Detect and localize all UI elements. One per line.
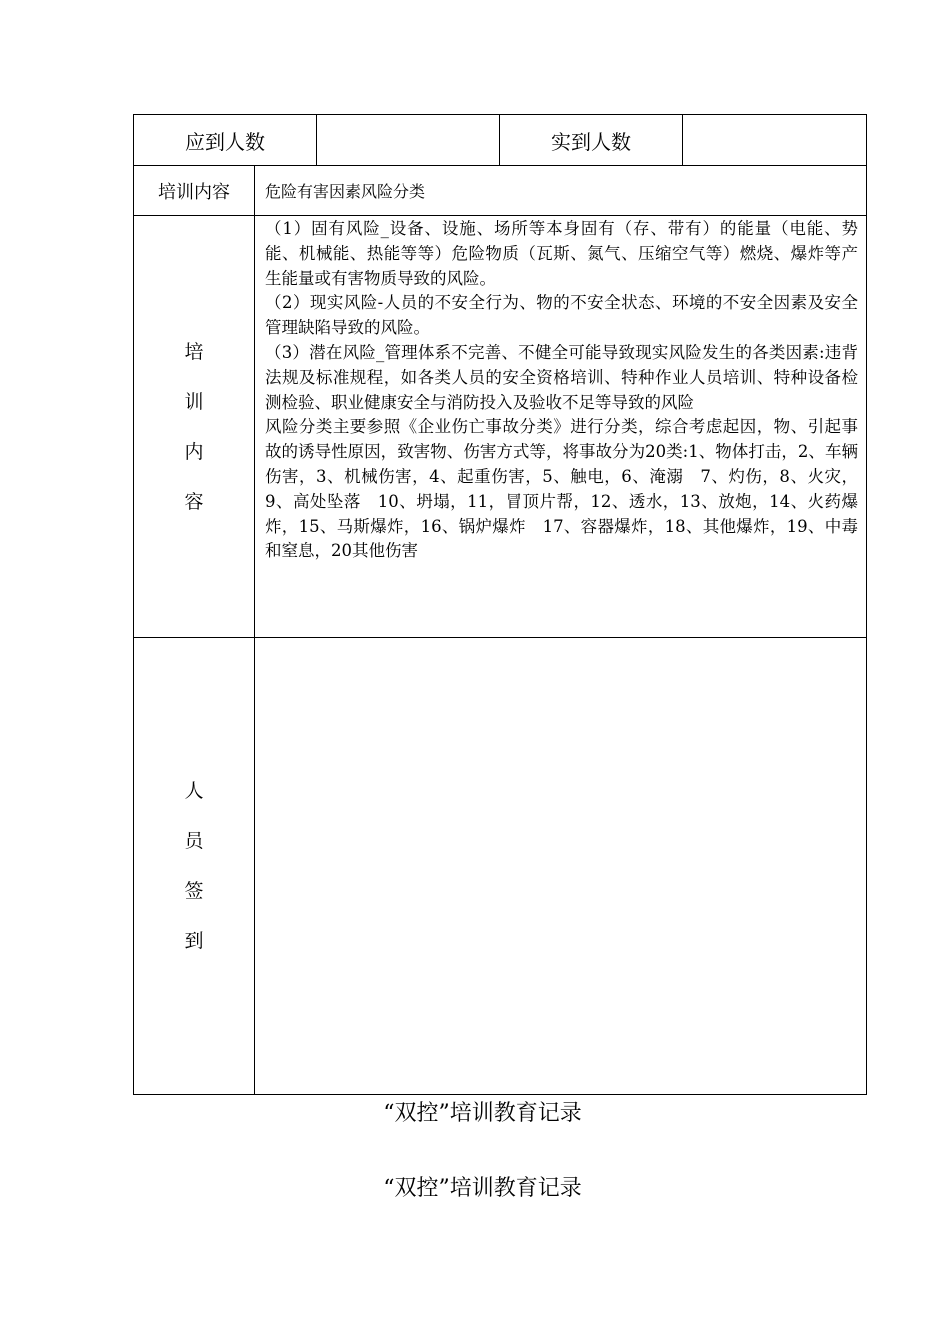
topic-row — [134, 166, 867, 216]
content-paragraph-actual-risk: （2）现实风险-人员的不安全行为、物的不安全状态、环境的不安全因素及安全管理缺陷导致的风险。 — [265, 293, 858, 338]
signin-area[interactable] — [255, 638, 867, 1095]
signin-row — [134, 638, 867, 1095]
actual-count-value[interactable] — [683, 115, 867, 166]
vertical-label-char: 人 — [184, 780, 204, 802]
content-vertical-label — [134, 216, 255, 638]
actual-count-label: 实到人数 — [500, 115, 683, 166]
content-paragraph-inherent-risk: （1）固有风险_设备、设施、场所等本身固有（存、带有）的能量（电能、势能、机械能、热能等等）危险物质（瓦斯、氮气、压缩空气等）燃烧、爆炸等产生能量或有害物质导致的风险。 — [265, 219, 858, 288]
expected-count-value[interactable] — [317, 115, 500, 166]
content-paragraph-potential-risk: （3）潜在风险_管理体系不完善、不健全可能导致现实风险发生的各类因素:违背法规及标准规程，如各类人员的安全资格培训、特种作业人员培训、特种设备检测检验、职业健康安全与消防投入及验收不足等导致的风险 — [265, 342, 858, 412]
content-paragraph-classification: 风险分类主要参照《企业伤亡事故分类》进行分类，综合考虑起因，物、引起事故的诱导性原因，致害物、伤害方式等，将事故分为20类:1、物体打击，2、车辆伤害，3、机械伤害，4、起重伤害，5、触电，6、淹溺 7、灼伤，8、火灾，9、高处坠落 10、坍塌，11，冒顶片帮，12、透水，13、放炮，14、火药爆炸，15、马斯爆炸，16、锅炉爆炸 17、容器爆炸，18、其他爆炸，19、中毒和窒息，20其他伤害 — [265, 417, 858, 561]
record-title: “双控”培训教育记录 — [383, 1101, 582, 1126]
vertical-label-char: 签 — [184, 880, 204, 902]
training-content-body — [255, 216, 867, 638]
vertical-label-char: 员 — [184, 830, 204, 852]
vertical-label-char: 内 — [184, 440, 204, 463]
vertical-label-char: 到 — [184, 930, 204, 952]
vertical-label-char: 训 — [184, 390, 204, 413]
topic-value: 危险有害因素风险分类 — [255, 166, 867, 216]
topic-label: 培训内容 — [134, 166, 255, 216]
signin-vertical-label — [134, 638, 255, 1095]
vertical-label-char: 培 — [184, 340, 204, 363]
training-record-table — [133, 114, 867, 1095]
expected-count-label: 应到人数 — [134, 115, 317, 166]
attendance-row — [134, 115, 867, 166]
vertical-label-char: 容 — [184, 490, 204, 513]
content-row — [134, 216, 867, 638]
record-title: “双控”培训教育记录 — [383, 1176, 582, 1201]
